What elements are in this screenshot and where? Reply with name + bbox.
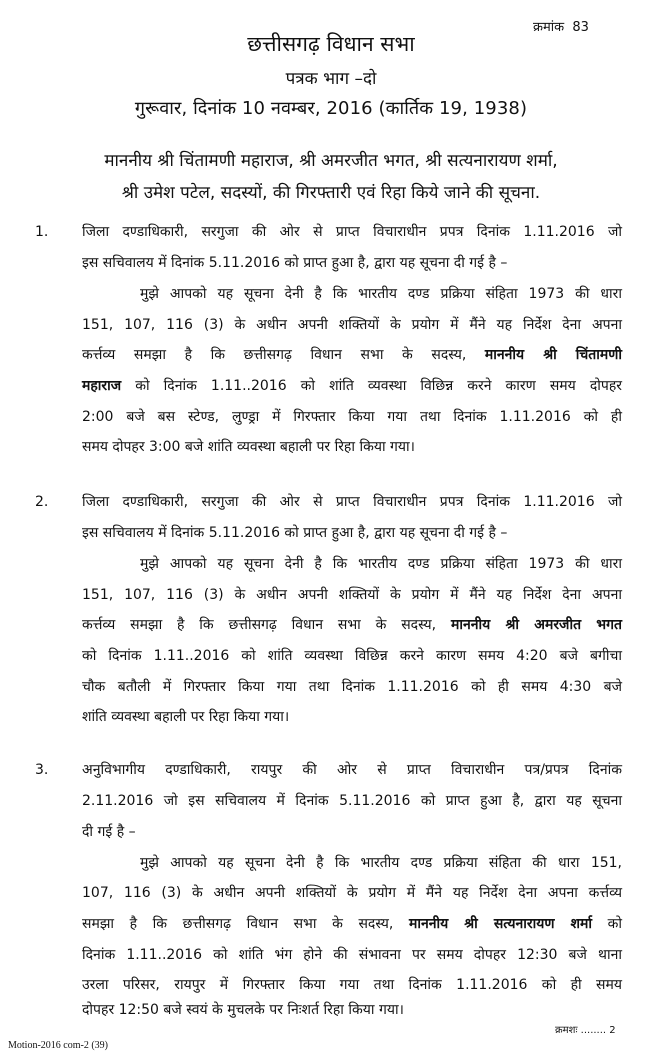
- item-3-line: दी गई है –: [82, 824, 136, 840]
- notice-heading-line-2: श्री उमेश पटेल, सदस्यों, की गिरफ्तारी एवं रिहा किये जाने की सूचना.: [121, 183, 541, 203]
- page-title: छत्तीसगढ़ विधान सभा: [247, 32, 415, 56]
- item-2-text: कर्त्तव्य समझा है कि छत्तीसगढ़ विधान सभा के सदस्य,: [82, 617, 437, 633]
- item-3-number: 3.: [35, 762, 49, 778]
- item-3-line: दिनांक 1.11..2016 को शांति भंग होने की संभावना पर समय दोपहर 12:30 बजे थाना: [82, 947, 622, 963]
- item-1-line: समय दोपहर 3:00 बजे शांति व्यवस्था बहाली पर रिहा किया गया।: [82, 439, 415, 455]
- item-3-line: दोपहर 12:50 बजे स्वयं के मुचलके पर निःशर्त रिहा किया गया।: [82, 1002, 404, 1018]
- item-1-line: [82, 376, 622, 395]
- page-subtitle: पत्रक भाग –दो: [285, 69, 377, 89]
- item-2-line: को दिनांक 1.11..2016 को शांति व्यवस्था विछिन्न करने कारण समय 4:20 बजे बगीचा: [82, 648, 622, 664]
- item-2-line: इस सचिवालय में दिनांक 5.11.2016 को प्राप्त हुआ है, द्वारा यह सूचना दी गई है –: [82, 525, 508, 541]
- item-2-line: [82, 615, 622, 634]
- item-3-line: 107, 116 (3) के अधीन अपनी शक्तियों के प्रयोग में मैंने यह निर्देश देना अपना कर्त्तव्य: [82, 885, 622, 901]
- item-2-number: 2.: [35, 494, 49, 510]
- member-name-bold: माननीय श्री अमरजीत भगत: [450, 617, 623, 633]
- item-1-line: मुझे आपको यह सूचना देनी है कि भारतीय दण्ड प्रक्रिया संहिता 1973 की धारा: [140, 286, 622, 302]
- item-3-line: 2.11.2016 जो इस सचिवालय में दिनांक 5.11.2016 को प्राप्त हुआ है, द्वारा यह सूचना: [82, 793, 622, 809]
- continued-marker: क्रमशः ........ 2: [555, 1025, 616, 1036]
- member-name-bold: माननीय श्री चिंतामणी: [484, 347, 622, 363]
- item-3-line: उरला परिसर, रायपुर में गिरफ्तार किया गया तथा दिनांक 1.11.2016 को ही समय: [82, 977, 622, 993]
- item-3-text: को: [607, 916, 622, 932]
- item-1-line: 151, 107, 116 (3) के अधीन अपनी शक्तियों के प्रयोग में मैंने यह निर्देश देना अपना: [82, 317, 622, 333]
- item-2-line: जिला दण्डाधिकारी, सरगुजा की ओर से प्राप्त विचाराधीन प्रपत्र दिनांक 1.11.2016 जो: [82, 494, 622, 510]
- item-3-line: मुझे आपको यह सूचना देनी है कि भारतीय दण्ड प्रक्रिया संहिता की धारा 151,: [140, 855, 622, 871]
- item-2-line: 151, 107, 116 (3) के अधीन अपनी शक्तियों के प्रयोग में मैंने यह निर्देश देना अपना: [82, 587, 622, 603]
- item-1-line: इस सचिवालय में दिनांक 5.11.2016 को प्राप्त हुआ है, द्वारा यह सूचना दी गई है –: [82, 255, 508, 271]
- serial-value: 83: [572, 20, 589, 35]
- document-reference: Motion-2016 com-2 (39): [8, 1040, 108, 1051]
- item-2-line: मुझे आपको यह सूचना देनी है कि भारतीय दण्ड प्रक्रिया संहिता 1973 की धारा: [140, 556, 622, 572]
- notice-heading-line-1: माननीय श्री चिंतामणी महाराज, श्री अमरजीत भगत, श्री सत्यनारायण शर्मा,: [104, 151, 558, 171]
- serial-label: क्रमांक: [533, 20, 565, 35]
- item-2-line: शांति व्यवस्था बहाली पर रिहा किया गया।: [82, 709, 290, 725]
- item-1-text: कर्त्तव्य समझा है कि छत्तीसगढ़ विधान सभा के सदस्य,: [82, 347, 467, 363]
- item-3-text: समझा है कि छत्तीसगढ़ विधान सभा के सदस्य,: [82, 916, 394, 932]
- item-3-line: अनुविभागीय दण्डाधिकारी, रायपुर की ओर से प्राप्त विचाराधीन पत्र/प्रपत्र दिनांक: [82, 762, 622, 778]
- member-name-bold: माननीय श्री सत्यनारायण शर्मा: [408, 916, 592, 932]
- item-2-line: चौक बतौली में गिरफ्तार किया गया तथा दिनांक 1.11.2016 को ही समय 4:30 बजे: [82, 679, 622, 695]
- item-1-line: जिला दण्डाधिकारी, सरगुजा की ओर से प्राप्त विचाराधीन प्रपत्र दिनांक 1.11.2016 जो: [82, 224, 622, 240]
- item-3-line: [82, 914, 622, 933]
- item-1-line: [82, 345, 622, 364]
- member-name-bold: महाराज: [82, 378, 122, 394]
- date-line: गुरूवार, दिनांक 10 नवम्बर, 2016 (कार्तिक 19, 1938): [134, 98, 528, 119]
- item-1-number: 1.: [35, 224, 49, 240]
- item-1-text: को दिनांक 1.11..2016 को शांति व्यवस्था विछिन्न करने कारण समय दोपहर: [135, 378, 623, 394]
- item-1-line: 2:00 बजे बस स्टेण्ड, लुण्ड्रा में गिरफ्तार किया गया तथा दिनांक 1.11.2016 को ही: [82, 409, 622, 425]
